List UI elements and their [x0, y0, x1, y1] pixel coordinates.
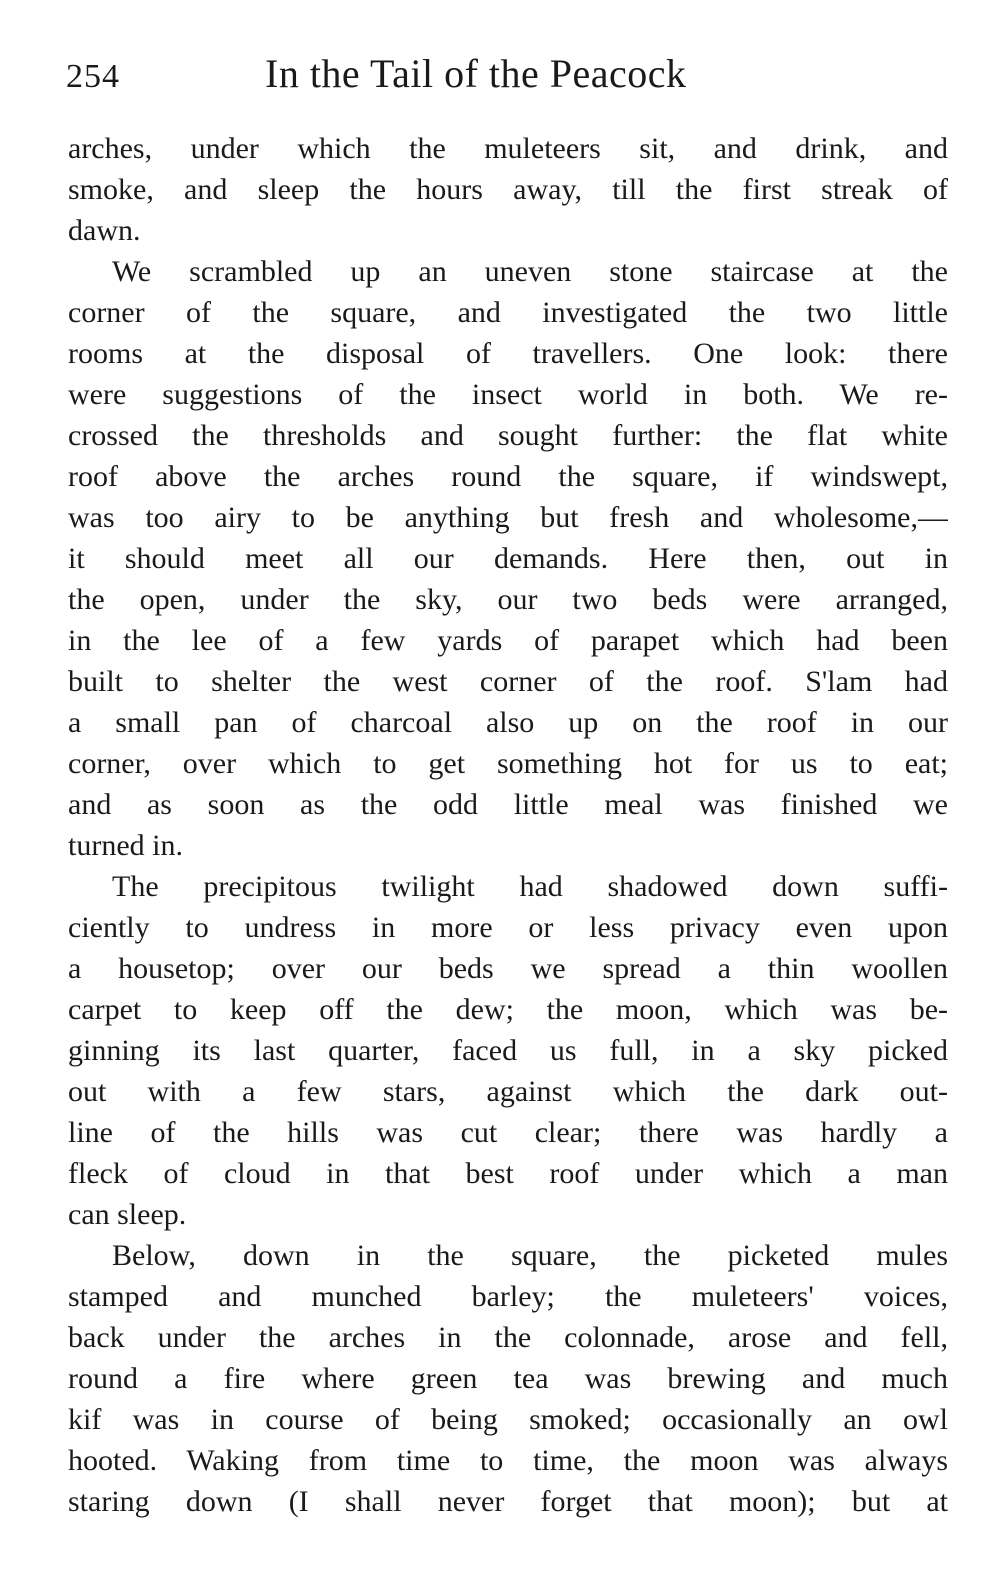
text-line: We scrambled up an uneven stone staircase at the: [112, 255, 948, 288]
text-line: were suggestions of the insect world in both. We re-: [68, 378, 948, 411]
text-line: can sleep.: [68, 1198, 187, 1231]
text-line: in the lee of a few yards of parapet which had been: [68, 624, 948, 657]
text-line: dawn.: [68, 214, 141, 247]
running-header: [60, 50, 960, 110]
text-line: and as soon as the odd little meal was finished we: [68, 788, 948, 821]
text-line: ginning its last quarter, faced us full, in a sky picked: [68, 1034, 948, 1067]
text-line: Below, down in the square, the picketed mules: [112, 1239, 948, 1272]
text-line: built to shelter the west corner of the roof. S'lam had: [68, 665, 948, 698]
text-line: was too airy to be anything but fresh and wholesome,—: [68, 501, 948, 534]
text-line: crossed the thresholds and sought further: the flat white: [68, 419, 948, 452]
text-line: out with a few stars, against which the dark out-: [68, 1075, 948, 1108]
paragraph-1: [68, 128, 948, 251]
body-text: [68, 128, 948, 1522]
text-line: The precipitous twilight had shadowed down suffi-: [112, 870, 948, 903]
text-line: stamped and munched barley; the muleteers' voices,: [68, 1280, 948, 1313]
text-line: hooted. Waking from time to time, the moon was always: [68, 1444, 948, 1477]
text-line: roof above the arches round the square, if windswept,: [68, 460, 948, 493]
paragraph-3: [68, 866, 948, 1235]
text-line: it should meet all our demands. Here then, out in: [68, 542, 948, 575]
text-line: turned in.: [68, 829, 183, 862]
text-line: fleck of cloud in that best roof under which a man: [68, 1157, 948, 1190]
text-line: line of the hills was cut clear; there was hardly a: [68, 1116, 948, 1149]
text-line: a small pan of charcoal also up on the roof in our: [68, 706, 948, 739]
text-line: a housetop; over our beds we spread a thin woollen: [68, 952, 948, 985]
text-line: smoke, and sleep the hours away, till the first streak of: [68, 173, 948, 206]
text-line: the open, under the sky, our two beds were arranged,: [68, 583, 948, 616]
text-line: arches, under which the muleteers sit, and drink, and: [68, 132, 948, 165]
text-line: back under the arches in the colonnade, arose and fell,: [68, 1321, 948, 1354]
page-number: 254: [66, 58, 120, 95]
text-line: kif was in course of being smoked; occasionally an owl: [68, 1403, 948, 1436]
paragraph-2: [68, 251, 948, 866]
running-title: In the Tail of the Peacock: [265, 51, 687, 96]
text-line: corner of the square, and investigated the two little: [68, 296, 948, 329]
text-line: staring down (I shall never forget that moon); but at: [68, 1485, 948, 1518]
text-line: corner, over which to get something hot for us to eat;: [68, 747, 948, 780]
text-line: carpet to keep off the dew; the moon, which was be-: [68, 993, 948, 1026]
text-line: round a fire where green tea was brewing and much: [68, 1362, 948, 1395]
text-line: ciently to undress in more or less privacy even upon: [68, 911, 948, 944]
paragraph-4: [68, 1235, 948, 1522]
text-line: rooms at the disposal of travellers. One look: there: [68, 337, 948, 370]
